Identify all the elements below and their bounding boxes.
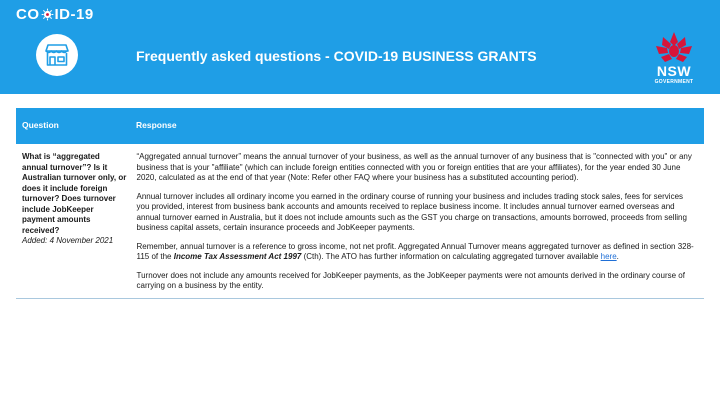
table-header-row [16,108,704,145]
ato-turnover-link[interactable]: here [600,252,617,261]
response-paragraph-1: “Aggregated annual turnover” means the annual turnover of your business, as well as the annual turnover of any business that is "connected with you" or any business that is your "affiliate" (which can include foreign entities connected with you or foreign entities that are your affiliates), for the year ended 30 June 2020, calculated as at the end of that year (Note: Refer other FAQ where your business has a substituted accounting period). [136,152,692,182]
question-cell [16,145,130,298]
storefront-icon [36,34,78,76]
act-name: Income Tax Assessment Act 1997 [173,252,302,261]
response-paragraph-2: Annual turnover includes all ordinary income you earned in the ordinary course of running your business and includes trading stock sales, fees for services you provided, interest from business bank accounts and amounts received to replace business income. It includes annual turnover earned overseas and annual turnover earned in Australia, but it does not include amounts such as the GST you charge on transactions, amounts borrowed, proceeds from selling business capital assets, certain insurance proceeds and JobKeeper payments. [136,191,687,232]
response-paragraph-4: Turnover does not include any amounts received for JobKeeper payments, as the JobKeeper payments were not amounts derived in the ordinary course of carrying on a business by the entity. [136,270,685,290]
paragraph-3-text-start: Remember, annual turnover is a reference to gross income, not net profit. Aggregated Annual Turnover means aggregated turnover as defined in section 328-115 of the [136,241,694,261]
nsw-logo-text: NSW [656,63,692,79]
added-date: Added: 4 November 2021 [22,236,114,245]
column-header-response: Response [130,108,704,145]
paragraph-3-text-end: . [616,252,619,261]
logo-text-start: CO [16,6,40,23]
page-title: Frequently asked questions - COVID-19 BUSINESS GRANTS [136,48,537,64]
logo-text-end: ID-19 [54,6,94,23]
nsw-government-logo [651,30,697,90]
government-logo-text: GOVERNMENT [654,79,694,85]
response-cell [130,145,704,298]
storefront-icon-graphic [44,43,70,67]
column-header-question: Question [16,108,130,145]
header-banner [0,0,720,94]
table-row [16,145,704,298]
virus-icon [41,8,54,21]
covid19-logo [16,6,94,23]
question-text: What is “aggregated annual turnover”? Is it Australian turnover only, or does it include foreign turnover? Does turnover include JobKeeper payment amounts received? [22,152,127,235]
faq-table [16,108,704,299]
response-paragraph-3 [137,242,699,263]
paragraph-3-text-middle: (Cth). The ATO has further information on calculating aggregated turnover available [301,252,601,261]
waratah-flower-icon [651,30,697,64]
